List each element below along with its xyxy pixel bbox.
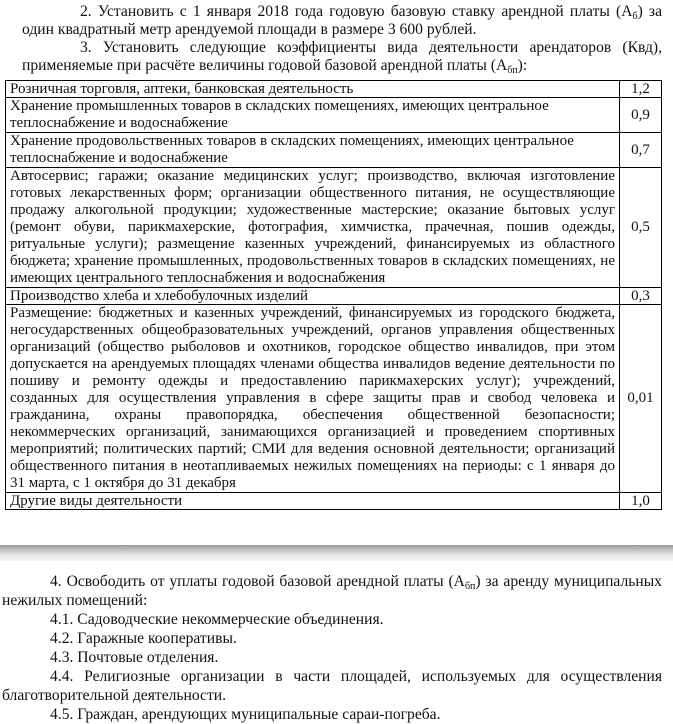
para3-text: 3. Установить следующие коэффициенты вида деятельности арендаторов (Квд), применяемые при расчёте величины годовой базовой арендной платы (А [22,39,662,74]
para3-subscript: бп [507,65,518,76]
para4-text: 4. Освободить от уплаты годовой базовой арендной платы (А [50,573,465,590]
paragraph-4 [2,572,662,724]
activity-cell: Хранение промышленных товаров в складских помещениях, имеющих центральное теплоснабжение и водоснабжение [6,98,620,133]
activity-cell: Хранение продовольственных товаров в складских помещениях, имеющих центральное теплоснабжение и водоснабжение [6,133,620,168]
activity-cell: Розничная торговля, аптеки, банковская деятельность [6,81,620,98]
coef-cell: 1,0 [620,493,662,510]
table-row [6,493,662,510]
activity-cell: Производство хлеба и хлебобулочных изделий [6,288,620,305]
coef-cell: 0,3 [620,288,662,305]
activity-cell: Автосервис; гаражи; оказание медицинских услуг; производство, включая изготовление готовых лекарственных форм; организации общественного питания, не осуществляющие продажу алкогольной продукции; художественные мастерские; оказание бытовых услуг (ремонт обуви, парикмахерские, фотография, химчистка, прачечная, пошив одежды, ритуальные услуги); размещение казенных учреждений, финансируемых из областного бюджета; хранение промышленных, продовольственных товаров в складских помещениях, не имеющих центрального теплоснабжения и водоснабжения [6,168,620,288]
table-row [6,168,662,288]
table-row [6,288,662,305]
para4-text-end: ) за аренду муниципальных нежилых помещений: [2,573,662,609]
list-item: 4.2. Гаражные кооперативы. [50,630,237,647]
document-page-2 [0,561,673,721]
page-separator [0,545,673,561]
list-item: 4.1. Садоводческие некоммерческие объединения. [50,611,384,628]
activity-cell: Размещение: бюджетных и казенных учреждений, финансируемых из городского бюджета, негосударственных общеобразовательных учреждений, органов управления общественных организаций (общество рыболовов и охотников, городское общество инвалидов, при этом допускается на арендуемых площадях членами общества инвалидов ведение деятельности по пошиву и ремонту одежды и предоставлению парикмахерских услуг); учреждений, созданных для осуществления управления в сфере защиты прав и свобод человека и гражданина, охраны правопорядка, обеспечения общественной безопасности; некоммерческих организаций, занимающихся организацией и проведением спортивных мероприятий; политических партий; СМИ для ведения основной деятельности; организаций общественного питания в неотапливаемых нежилых помещениях на периоды: с 1 января до 31 марта, с 1 октября до 31 декабря [6,305,620,493]
paragraph-3 [22,39,662,75]
table-row [6,81,662,98]
para2-subscript: б [632,11,638,22]
para2-text: 2. Установить с 1 января 2018 года годовую базовую ставку арендной платы (А [80,3,633,20]
coef-cell: 0,01 [620,305,662,493]
para4-subscript: бп [464,581,476,592]
coef-cell: 0,9 [620,98,662,133]
activity-cell: Другие виды деятельности [6,493,620,510]
table-row [6,305,662,493]
coefficients-table [5,80,662,510]
coef-cell: 0,5 [620,168,662,288]
paragraph-2 [22,3,662,39]
list-item: 4.4. Религиозные организации в части площадей, используемых для осуществления благотворительной деятельности. [2,668,662,704]
coef-cell: 0,7 [620,133,662,168]
list-item: 4.5. Граждан, арендующих муниципальные сараи-погреба. [50,706,441,723]
table-row [6,133,662,168]
coef-cell: 1,2 [620,81,662,98]
table-row [6,98,662,133]
para2-text-end: ) за один квадратный метр арендуемой площади в размере 3 600 рублей. [22,3,662,38]
para3-text-end: ): [517,57,528,74]
list-item: 4.3. Почтовые отделения. [50,649,219,666]
